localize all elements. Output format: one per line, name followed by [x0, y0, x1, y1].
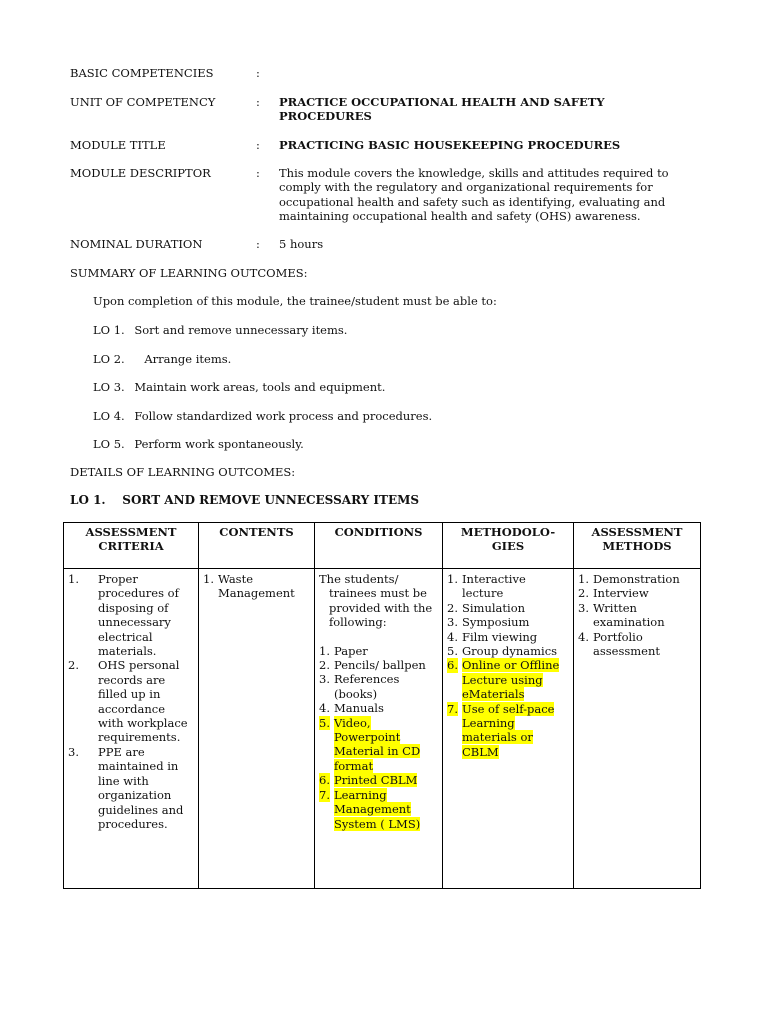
list-text: Online or Offline Lecture using eMaterials [462, 658, 560, 702]
contents-cell [199, 569, 315, 889]
list-text: Simulation [462, 600, 526, 615]
lo-text: Sort and remove unnecessary items. [134, 323, 348, 337]
lo-code: LO 4. [93, 409, 125, 423]
summary-heading: SUMMARY OF LEARNING OUTCOMES: [70, 266, 308, 280]
list-item [447, 630, 569, 644]
list-text: PPE are maintained in line with organization guidelines and procedures. [98, 744, 184, 831]
lo-text: Perform work spontaneously. [134, 437, 304, 451]
conditions-intro: The students/ trainees must be provided with the following: [319, 572, 433, 630]
list-number: 2. [578, 586, 589, 601]
field-label: MODULE TITLE [70, 138, 166, 152]
field-value: This module covers the knowledge, skills and attitudes required to comply with the regulatory and organizational requirements for occupational health and safety such as identifying, evaluating and maintaining occupational health and safety (OHS) awareness. [279, 166, 669, 224]
assessment-criteria-cell [64, 569, 199, 889]
learning-outcome-item [93, 437, 304, 451]
field-value: 5 hours [279, 237, 324, 251]
list-item [319, 701, 438, 715]
list-text: Film viewing [462, 629, 538, 644]
list-text: Written examination [593, 600, 665, 630]
list-number: 2. [447, 600, 458, 615]
field-colon: : [256, 95, 260, 109]
field-label: NOMINAL DURATION [70, 237, 203, 251]
field-colon: : [256, 138, 260, 152]
list-number: 4. [319, 701, 330, 716]
lo-text: Arrange items. [144, 352, 232, 366]
list-text: Symposium [462, 615, 530, 630]
learning-outcome-item [93, 409, 432, 423]
list-number: 1. [319, 643, 330, 658]
list-number: 1. [203, 572, 214, 586]
list-item [447, 644, 569, 658]
list-item [68, 658, 194, 744]
field-label: BASIC COMPETENCIES [70, 66, 214, 80]
learning-outcome-table [63, 522, 701, 889]
list-item [578, 601, 696, 630]
assessment-methods-cell [574, 569, 701, 889]
column-header: CONDITIONS [315, 523, 443, 569]
list-item [203, 572, 310, 601]
list-text: Portfolio assessment [593, 629, 661, 659]
learning-outcome-item [93, 380, 385, 394]
lo-text: Maintain work areas, tools and equipment. [134, 380, 386, 394]
conditions-cell [315, 569, 443, 889]
column-header: METHODOLO-GIES [443, 523, 574, 569]
list-text: Waste Management [218, 572, 295, 601]
list-text: Use of self-pace Learning materials or CBLM [462, 701, 555, 759]
list-number: 3. [447, 615, 458, 630]
list-number: 2. [319, 658, 330, 673]
lo-code: LO 3. [93, 380, 125, 394]
lo-section-title: LO 1. SORT AND REMOVE UNNECESSARY ITEMS [70, 493, 420, 507]
list-text: OHS personal records are filled up in accordance with workplace requirements. [98, 658, 188, 745]
field-colon: : [256, 166, 260, 180]
list-text: Interview [593, 586, 649, 601]
list-number: 4. [447, 629, 458, 644]
list-number: 1. [447, 572, 458, 586]
list-number: 4. [578, 629, 589, 644]
list-text: Proper procedures of disposing of unnecessary electrical materials. [98, 572, 179, 659]
list-item [578, 630, 696, 659]
list-item [447, 601, 569, 615]
list-number: 3. [578, 600, 589, 615]
list-number: 3. [68, 744, 79, 759]
list-text: Learning Management System ( LMS) [334, 787, 421, 831]
list-item [447, 572, 569, 601]
list-item [68, 572, 194, 658]
lo-code: LO 2. [93, 352, 125, 366]
list-number: 7. [319, 787, 330, 802]
list-item-highlighted [319, 788, 438, 831]
list-item-highlighted [319, 716, 438, 774]
methodologies-cell [443, 569, 574, 889]
learning-outcome-item [93, 323, 347, 337]
column-header: CONTENTS [199, 523, 315, 569]
field-value: PRACTICING BASIC HOUSEKEEPING PROCEDURES [279, 138, 621, 152]
list-number: 5. [447, 644, 458, 659]
list-number: 5. [319, 715, 330, 730]
learning-outcome-item [93, 352, 231, 366]
list-item-highlighted [447, 658, 569, 701]
details-heading: DETAILS OF LEARNING OUTCOMES: [70, 465, 296, 479]
table-header-row [64, 523, 701, 569]
summary-intro: Upon completion of this module, the trainee/student must be able to: [93, 294, 497, 308]
list-text: Pencils/ ballpen [334, 658, 426, 673]
column-header: ASSESSMENT METHODS [574, 523, 701, 569]
lo-code: LO 5. [93, 437, 125, 451]
list-number: 1. [68, 572, 79, 586]
list-text: Paper [334, 643, 368, 658]
list-item [319, 672, 438, 701]
field-label: MODULE DESCRIPTOR [70, 166, 211, 180]
list-item-highlighted [319, 773, 438, 787]
list-number: 2. [68, 658, 79, 673]
list-item [447, 615, 569, 629]
list-item [68, 745, 194, 831]
list-item [319, 658, 438, 672]
list-number: 1. [578, 572, 589, 586]
list-text: Interactive lecture [462, 572, 526, 601]
list-text: Group dynamics [462, 644, 558, 659]
list-number: 6. [319, 773, 330, 788]
field-colon: : [256, 237, 260, 251]
column-header: ASSESSMENT CRITERIA [64, 523, 199, 569]
list-text: Demonstration [593, 572, 680, 586]
list-item-highlighted [447, 702, 569, 760]
lo-code: LO 1. [93, 323, 125, 337]
lo-text: Follow standardized work process and procedures. [134, 409, 433, 423]
list-text: Manuals [334, 701, 384, 716]
list-text: Video, Powerpoint Material in CD format [334, 715, 421, 773]
list-number: 6. [447, 658, 458, 673]
list-number: 7. [447, 701, 458, 716]
field-value: PRACTICE OCCUPATIONAL HEALTH AND SAFETY PROCEDURES [279, 95, 605, 124]
field-label: UNIT OF COMPETENCY [70, 95, 216, 109]
list-text: Printed CBLM [334, 773, 418, 788]
list-number: 3. [319, 672, 330, 687]
list-text: References (books) [334, 672, 400, 701]
list-item [578, 586, 696, 600]
list-item [578, 572, 696, 586]
table-row [64, 569, 701, 889]
field-colon: : [256, 66, 260, 80]
list-item [319, 644, 438, 658]
